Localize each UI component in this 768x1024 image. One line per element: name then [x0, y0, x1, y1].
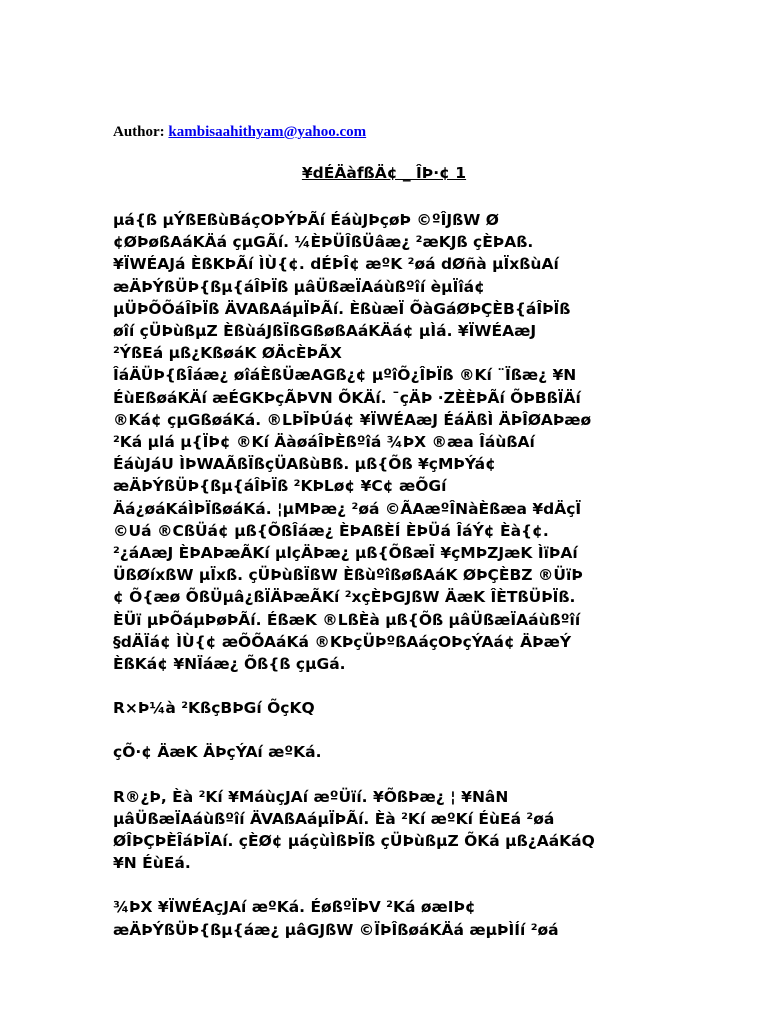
text-line: µÜÞÕÕáÎÞÏß ÄVAßAáµÏÞÃí. ÈßùæÏ ÕàGáØÞÇÈB{áÎÞÏß [113, 299, 571, 318]
text-line: ©Uá ®CßÜá¢ µß{ÕßÎáæ¿ ÈÞAßÈÍ ÈÞÜá ÎáÝ¢ Èà{¢. [113, 521, 549, 540]
paragraph [113, 697, 673, 719]
paragraph [113, 786, 673, 875]
text-line: ²ÝßEá µß¿KßøáK ØÄcÈÞÃX [113, 344, 342, 363]
author-line [113, 121, 366, 143]
text-line: ¾ÞX ¥ÏWÉAçJAí æºKá. ÉøßºÏÞV ²Ká øæIÞ¢ [113, 898, 476, 917]
text-line: ÎáÄÜÞ{ßÎáæ¿ øîáÈßÜæAGß¿¢ µºîÕ¿ÎÞÏß ®Kí ¨Ïßæ¿ ¥N [113, 366, 577, 385]
text-line: æÄÞÝßÜÞ{ßµ{áÎÞÏß ²KÞLø¢ ¥C¢ æÕGí [113, 477, 447, 496]
text-line: µâÜßæÏAáùßºîí ÄVAßAáµÏÞÃí. Èà ²Kí æºKí ÉùEá ²øá [113, 809, 555, 828]
text-line: ÉáùJáU ÌÞWAÃßÏßçÜAßùBß. µß{Õß ¥çMÞÝá¢ [113, 455, 496, 474]
text-line: R®¿Þ, Èà ²Kí ¥MáùçJAí æºÜïí. ¥ÕßÞæ¿ ¦ ¥NâN [113, 787, 509, 806]
text-line: ØÎÞÇÞÈÎáÞÏAí. çÈØ¢ µáçùÌßÞÏß çÜÞùßµZ ÕKá µß¿AáKáQ [113, 832, 595, 851]
text-line: R×Þ¼à ²KßçBÞGí ÕçKQ [113, 699, 315, 718]
text-line: ÈÜï µÞÕáµÞøÞÃí. ÉßæK ®LßÈà µß{Õß µâÜßæÏAáùßºîí [113, 610, 581, 629]
text-line: ¢ØÞøßAáKÄá çµGÃí. ¼ÈÞÜÎßÜâæ¿ ²æKJß çÈÞAß. [113, 233, 534, 252]
text-line: ÈßKá¢ ¥NÏáæ¿ Õß{ß çµGá. [113, 655, 346, 674]
text-line: §dÄÏá¢ ÌÙ{¢ æÕÕAáKá ®KÞçÜÞºßAáçOÞçÝAá¢ ÄÞæÝ [113, 632, 572, 651]
author-label: Author: [113, 124, 165, 140]
author-email-link[interactable]: kambisaahithyam@yahoo.com [168, 124, 367, 140]
chapter-title: ¥dÉÄàfßÄ¢ _ ÎÞ·¢ 1 [301, 164, 467, 182]
text-line: ²Ká µlá µ{ÏÞ¢ ®Kí ÄàøáÎÞÈßºîá ¾ÞX ®æa ÎáùßAí [113, 433, 535, 452]
text-line: æÄÞÝßÜÞ{ßµ{áÎÞÏß µâÜßæÏAáùßºîí èµÏîá¢ [113, 277, 485, 296]
paragraph [113, 741, 673, 763]
body-text [113, 209, 673, 963]
text-line: ÜßØíxßW µÏxß. çÜÞùßÏßW ÈßùºîßøßAáK ØÞÇÈBZ ®ÜïÞ [113, 566, 583, 585]
text-line: ²¿áAæJ ÈÞAÞæÃKí µlçÄÞæ¿ µß{ÕßæÏ ¥çMÞZJæK ÌïÞAí [113, 544, 578, 563]
text-line: øîí çÜÞùßµZ ÈßùáJßÏßGßøßAáKÄá¢ µÌá. ¥ÏWÉAæJ [113, 322, 537, 341]
text-line: ¢ Õ{æø ÕßÜµâ¿ßÏÄÞæÃKí ²xçÈÞGJßW ÄæK ÎÈTßÜÞÏß. [113, 588, 576, 607]
text-line: æÄÞÝßÜÞ{ßµ{áæ¿ µâGJßW ©ÏÞÎßøáKÄá æµÞÌÍí ²øá [113, 920, 559, 939]
paragraph [113, 896, 673, 940]
text-line: Äá¿øáKáÌÞÏßøáKá. ¦µMÞæ¿ ²øá ©ÃAæºÎNàÈßæa ¥dÄçÏ [113, 499, 582, 518]
paragraph [113, 209, 673, 675]
text-line: ¥N ÉùEá. [113, 854, 191, 873]
text-line: çÕ·¢ ÄæK ÄÞçÝAí æºKá. [113, 743, 322, 762]
text-line: ¥ÏWÉAJá ÈßKÞÃí ÌÙ{¢. dÉÞÎ¢ æºK ²øá dØñà µÏxßùAí [113, 255, 559, 274]
text-line: µá{ß µÝßEßùBáçOÞÝÞÃí ÉáùJÞçøÞ ©ºÎJßW Ø [113, 211, 499, 229]
text-line: ÉùEßøáKÄí æÉGKÞçÃÞVN ÕKÄí. ¯çÄÞ ·ZÈÈÞÃí ÕÞBßÏÄí [113, 388, 581, 407]
text-line: ®Ká¢ çµGßøáKá. ®LÞÏÞÚá¢ ¥ÏWÉAæJ ÉáÄßÌ ÄÞÎØAÞæø [113, 410, 592, 429]
